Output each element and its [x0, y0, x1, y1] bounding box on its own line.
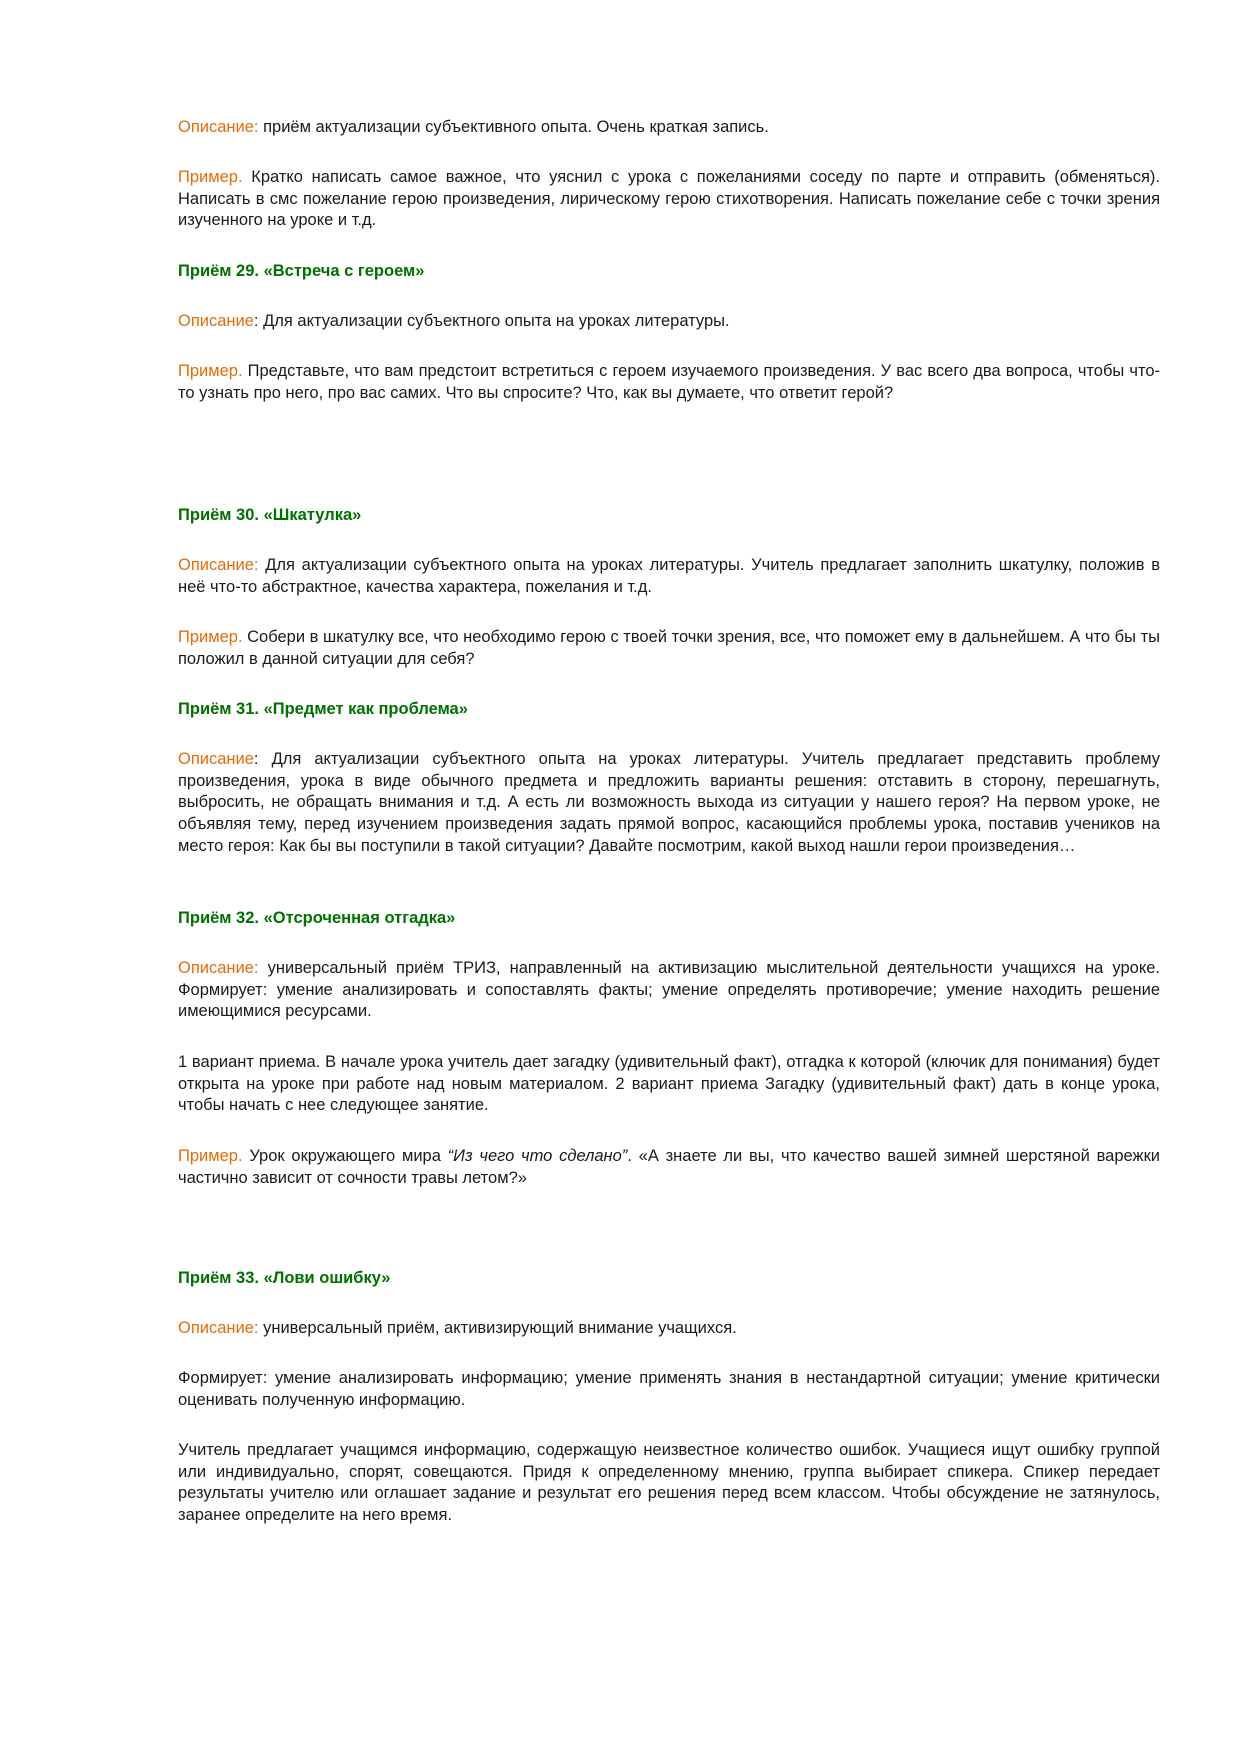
p29-description: Описание: Для актуализации субъектного опыта на уроках литературы. — [178, 312, 730, 330]
p32-example-lead: Урок окружающего мира — [242, 1147, 448, 1165]
example-label: Пример. — [178, 168, 243, 186]
p30-example-text: Собери в шкатулку все, что необходимо герою с твоей точки зрения, все, что поможет ему в дальнейшем. А что бы ты положил в данной ситуации для себя? — [178, 628, 1160, 668]
p33-description-text: универсальный приём, активизирующий внимание учащихся. — [258, 1319, 737, 1337]
p32-description: Описание: универсальный приём ТРИЗ, направленный на активизацию мыслительной деятельности учащихся на уроке. Формирует: умение анализировать и сопоставлять факты; умение определять противоречие; умение находить решение имеющимися ресурсами. — [178, 959, 1160, 1021]
description-label: Описание — [178, 1319, 254, 1337]
description-label: Описание — [178, 750, 254, 768]
p32-variants: 1 вариант приема. В начале урока учитель дает загадку (удивительный факт), отгадка к которой (ключик для понимания) будет открыта на уроке при работе над новым материалом. 2 вариант приема Загадку (удивительный факт) дать в конце урока, чтобы начать с нее следующее занятие. — [178, 1053, 1160, 1115]
p30-example — [178, 627, 1160, 670]
example-label: Пример. — [178, 628, 243, 646]
p32-example-italic: “Из чего что сделано” — [447, 1147, 628, 1165]
example-label: Пример. — [178, 362, 243, 380]
description-label: Описание — [178, 118, 254, 136]
intro-example — [178, 167, 1160, 232]
p29-heading: Приём 29. «Встреча с героем» — [178, 262, 425, 280]
p29-example-text: Представьте, что вам предстоит встретиться с героем изучаемого произведения. У вас всего два вопроса, чтобы что-то узнать про него, про вас самих. Что вы спросите? Что, как вы думаете, что ответит герой? — [178, 362, 1160, 402]
p33-heading: Приём 33. «Лови ошибку» — [178, 1269, 391, 1287]
p30-heading: Приём 30. «Шкатулка» — [178, 506, 362, 524]
p32-example — [178, 1146, 1160, 1189]
p32-description-text: универсальный приём ТРИЗ, направленный на активизацию мыслительной деятельности учащихся на уроке. Формирует: умение анализировать и сопоставлять факты; умение определять противоречие; умение находить решение имеющимися ресурсами. — [178, 959, 1160, 1021]
description-label: Описание — [178, 556, 254, 574]
intro-example-text: Кратко написать самое важное, что уяснил с урока с пожеланиями соседу по парте и отправить (обменяться). Написать в смс пожелание герою произведения, лирическому герою стихотворения. Написать пожелание себе с точки зрения изученного на уроке и т.д. — [178, 168, 1160, 230]
p30-description: Описание: Для актуализации субъектного опыта на уроках литературы. Учитель предлагает заполнить шкатулку, положив в неё что-то абстрактное, качества характера, пожелания и т.д. — [178, 556, 1160, 596]
p31-heading: Приём 31. «Предмет как проблема» — [178, 700, 468, 718]
p31-description: Описание: Для актуализации субъектного опыта на уроках литературы. Учитель предлагает представить проблему произведения, урока в виде обычного предмета и предложить варианты решения: отставить в сторону, перешагнуть, выбросить, не обращать внимания и т.д. А есть ли возможность выхода из ситуации у нашего героя? На первом уроке, не объявляя тему, перед изучением произведения задать прямой вопрос, касающийся проблемы урока, поставив учеников на место героя: Как бы вы поступили в такой ситуации? Давайте посмотрим, какой выход нашли герои произведения… — [178, 750, 1160, 855]
example-label: Пример. — [178, 1147, 243, 1165]
description-label: Описание — [178, 312, 254, 330]
p30-description-text: Для актуализации субъектного опыта на уроках литературы. Учитель предлагает заполнить шкатулку, положив в неё что-то абстрактное, качества характера, пожелания и т.д. — [178, 556, 1160, 596]
p29-example — [178, 361, 1160, 404]
p33-description: Описание: универсальный приём, активизирующий внимание учащихся. — [178, 1319, 737, 1337]
p33-forms: Формирует: умение анализировать информацию; умение применять знания в нестандартной ситуации; умение критически оценивать полученную информацию. — [178, 1369, 1160, 1409]
p31-description-text: Для актуализации субъектного опыта на уроках литературы. Учитель предлагает представить проблему произведения, урока в виде обычного предмета и предложить варианты решения: отставить в сторону, перешагнуть, выбросить, не обращать внимания и т.д. А есть ли возможность выхода из ситуации у нашего героя? На первом уроке, не объявляя тему, перед изучением произведения задать прямой вопрос, касающийся проблемы урока, поставив учеников на место героя: Как бы вы поступили в такой ситуации? Давайте посмотрим, какой выход нашли герои произведения… — [178, 750, 1160, 855]
p32-heading: Приём 32. «Отсроченная отгадка» — [178, 909, 456, 927]
intro-description: Описание: приём актуализации субъективного опыта. Очень краткая запись. — [178, 118, 769, 136]
description-label: Описание — [178, 959, 254, 977]
p29-description-text: Для актуализации субъектного опыта на уроках литературы. — [258, 312, 730, 330]
p33-body: Учитель предлагает учащимся информацию, содержащую неизвестное количество ошибок. Учащиеся ищут ошибку группой или индивидуально, спорят, совещаются. Придя к определенному мнению, группа выбирает спикера. Спикер передает результаты учителю или оглашает задание и результат его решения перед всем классом. Чтобы обсуждение не затянулось, заранее определите на него время. — [178, 1441, 1160, 1525]
intro-description-text: приём актуализации субъективного опыта. Очень краткая запись. — [258, 118, 769, 136]
p32-example-rest: . «А знаете ли вы, что качество вашей зимней шерстяной варежки частично зависит от сочности травы летом?» — [178, 1147, 1161, 1187]
